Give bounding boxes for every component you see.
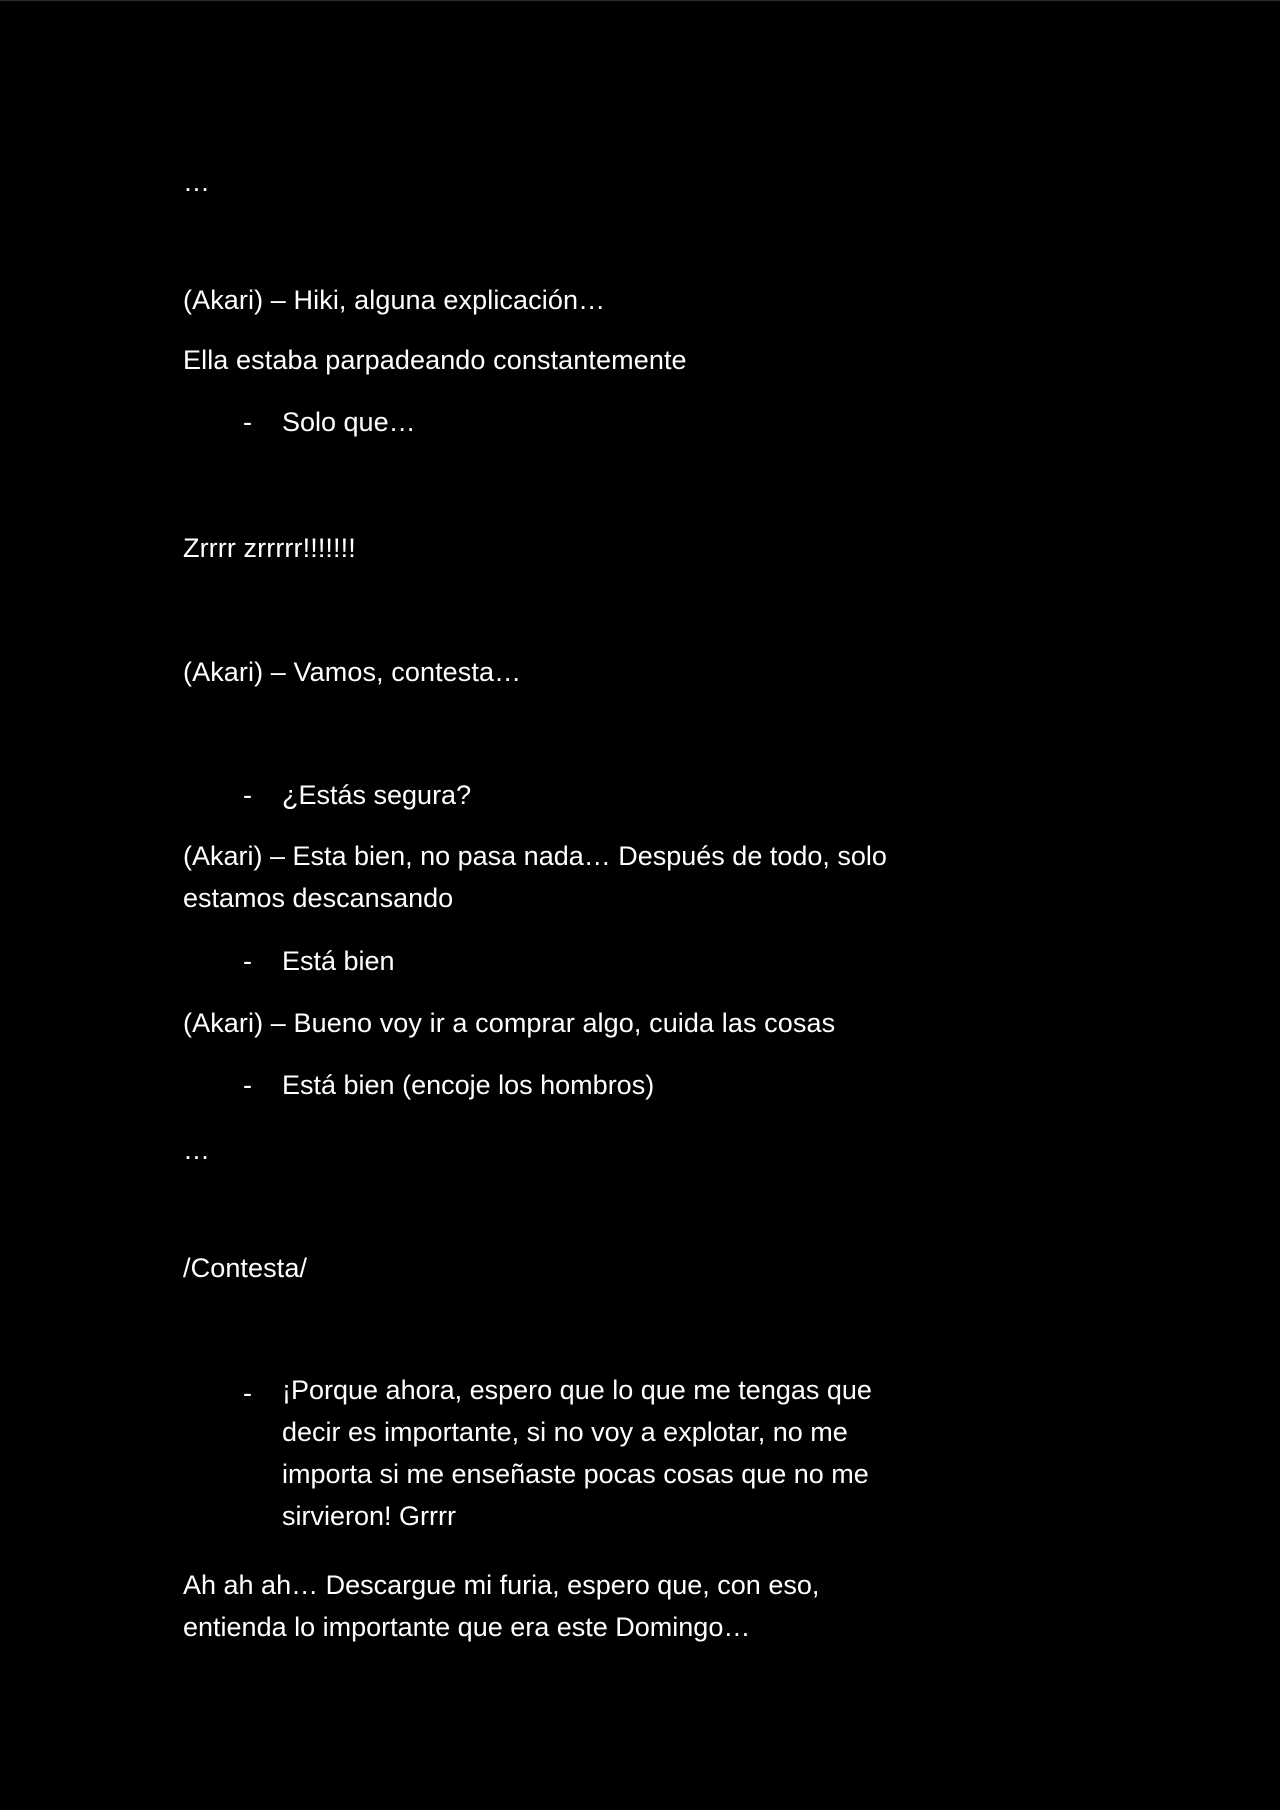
ellipsis-line-2: …: [183, 1135, 211, 1165]
dialogue-porque-ahora: ¡Porque ahora, espero que lo que me tengas que decir es importante, si no voy a explotar, no me importa si me enseñaste pocas cosas que no me sirvieron! Grrrr: [282, 1375, 872, 1531]
dialogue-akari-bueno: (Akari) – Bueno voy ir a comprar algo, cuida las cosas: [183, 1008, 836, 1038]
ellipsis-line-1: …: [183, 167, 211, 197]
bullet-dash: -: [243, 1070, 252, 1100]
dialogue-estas-segura: ¿Estás segura?: [282, 780, 472, 810]
bullet-dash: -: [243, 407, 252, 437]
sound-zrrrr: Zrrrr zrrrrr!!!!!!!: [183, 533, 356, 563]
dialogue-akari-esta-bien: (Akari) – Esta bien, no pasa nada… Después de todo, solo estamos descansando: [183, 841, 887, 913]
dialogue-solo-que: Solo que…: [282, 407, 416, 437]
narration-contesta: /Contesta/: [183, 1253, 308, 1283]
narration-descargue-furia: Ah ah ah… Descargue mi furia, espero que, con eso, entienda lo importante que era este Domingo…: [183, 1570, 820, 1642]
bullet-dash: -: [243, 946, 252, 976]
dialogue-esta-bien: Está bien: [282, 946, 395, 976]
dialogue-esta-bien-hombros: Está bien (encoje los hombros): [282, 1070, 655, 1100]
bullet-dash: -: [243, 1378, 252, 1408]
bullet-dash: -: [243, 780, 252, 810]
dialogue-akari-explicacion: (Akari) – Hiki, alguna explicación…: [183, 285, 606, 315]
narration-parpadeando: Ella estaba parpadeando constantemente: [183, 345, 687, 375]
dialogue-akari-vamos: (Akari) – Vamos, contesta…: [183, 657, 522, 687]
